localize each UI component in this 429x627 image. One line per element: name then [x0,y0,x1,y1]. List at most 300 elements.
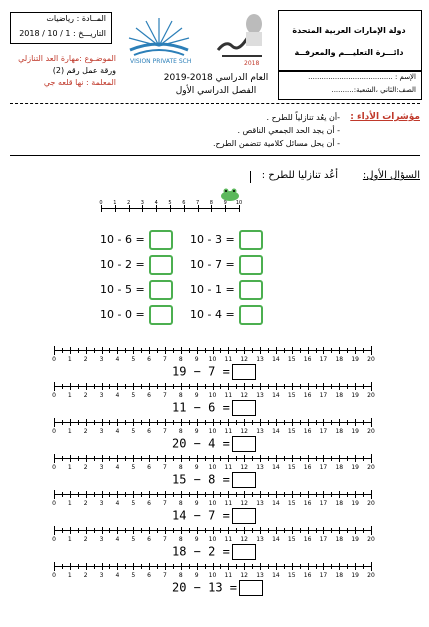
number-line-minor-tick [331,348,332,353]
number-line-minor-tick [347,492,348,497]
number-line-tick [165,527,166,534]
number-line-tick-label: 13 [256,500,264,507]
number-line-tick [197,419,198,426]
small-ruler-tick [211,205,212,212]
number-line-minor-tick [173,528,174,533]
equation-text: 18 − 2 = [172,544,230,559]
number-line-minor-tick [94,564,95,569]
number-line-tick-label: 1 [67,356,72,363]
number-line-tick [181,455,182,462]
school-year: العام الدراسي 2018-2019 [163,73,269,83]
number-line-tick-label: 10 [208,572,217,579]
number-line-tick [213,563,214,570]
number-line-tick [371,527,372,534]
number-line-tick-label: 4 [115,356,120,363]
number-line-minor-tick [268,384,269,389]
number-line-minor-tick [109,348,110,353]
number-line-minor-tick [109,492,110,497]
number-line-minor-tick [62,492,63,497]
number-line-minor-tick [300,492,301,497]
number-line-tick-label: 19 [351,356,359,363]
number-line-minor-tick [316,384,317,389]
small-ruler-tick-label: 1 [113,200,117,206]
number-line-tick [181,419,182,426]
number-line-minor-tick [189,528,190,533]
number-line-tick-label: 19 [351,500,359,507]
number-line-tick [149,419,150,426]
number-line-tick [323,563,324,570]
number-line-tick-label: 18 [335,464,344,471]
number-line-tick [133,491,134,498]
number-line-minor-tick [252,384,253,389]
number-line-minor-tick [363,564,364,569]
number-line-tick-label: 20 [367,356,375,363]
number-line-minor-tick [205,528,206,533]
number-line-minor-tick [141,348,142,353]
exercise-text: 10 - 6 = [100,233,145,246]
number-line-minor-tick [284,528,285,533]
number-line-tick-label: 2 [83,392,88,399]
number-line-minor-tick [157,384,158,389]
number-line-minor-tick [205,420,206,425]
small-ruler-tick [142,205,143,212]
number-line-minor-tick [173,492,174,497]
number-line-tick-label: 13 [256,572,264,579]
number-line-minor-tick [284,492,285,497]
number-line-1 [52,344,375,363]
vision-text: VISION PRIVATE SCH [130,58,192,65]
answer-box[interactable] [232,472,256,488]
number-line-minor-tick [78,348,79,353]
number-line-minor-tick [236,492,237,497]
small-ruler-tick-label: 5 [168,200,172,206]
small-ruler-tick [101,205,102,212]
number-line-tick-label: 9 [194,500,199,507]
number-line-tick-label: 4 [115,428,120,435]
number-line-tick-label: 3 [99,356,104,363]
number-line-tick [276,419,277,426]
number-line-tick [102,383,103,390]
number-line-minor-tick [268,348,269,353]
indicator-3: - أن يحل مسائل كلامية تتضمن الطرح. [212,139,340,148]
small-ruler-tick [239,205,240,212]
number-line-minor-tick [78,528,79,533]
number-line-minor-tick [252,492,253,497]
number-line-tick-label: 15 [287,392,296,399]
number-line-tick [244,527,245,534]
number-line-tick [355,527,356,534]
number-line-tick-label: 18 [335,392,344,399]
number-line-tick-label: 17 [319,572,328,579]
exercise-left-3 [100,280,173,300]
number-line-tick [181,347,182,354]
number-line-tick [276,383,277,390]
equation-text: 14 − 7 = [172,508,230,523]
number-line-tick [244,419,245,426]
number-line-tick [308,563,309,570]
number-line-tick [197,563,198,570]
number-line-tick [102,455,103,462]
number-line-tick [292,563,293,570]
number-line-tick-label: 9 [194,428,199,435]
indicator-1: -أن يعُد تنازلياً للطرح . [266,113,340,122]
answer-box[interactable] [232,436,256,452]
number-line-tick [197,527,198,534]
number-line-tick [54,527,55,534]
number-line-tick [244,383,245,390]
exercise-text: 10 - 3 = [190,233,235,246]
number-line-tick-label: 13 [256,536,264,543]
number-line-minor-tick [300,384,301,389]
indicators-title: مؤشرات الأداء : [350,112,420,122]
number-line-tick-label: 6 [147,428,152,435]
number-line-tick-label: 12 [240,536,249,543]
number-line-minor-tick [205,456,206,461]
number-line-minor-tick [347,384,348,389]
small-ruler-tick [198,205,199,212]
number-line-minor-tick [125,528,126,533]
number-line-tick [276,455,277,462]
number-line-tick-label: 8 [178,572,183,579]
number-line-minor-tick [268,564,269,569]
small-ruler-tick-label: 8 [209,200,213,206]
number-line-tick-label: 19 [351,464,359,471]
number-line-tick [323,455,324,462]
term: الفصل الدراسي الأول [175,86,257,96]
number-line-tick-label: 17 [319,356,328,363]
answer-box[interactable] [149,255,173,275]
number-line-4 [52,452,375,471]
number-line-tick-label: 1 [67,500,72,507]
answer-box[interactable] [232,508,256,524]
number-line-tick-label: 5 [131,356,136,363]
number-line-tick-label: 12 [240,572,249,579]
number-line-tick [117,563,118,570]
small-ruler-tick-label: 10 [235,200,243,206]
number-line-minor-tick [236,384,237,389]
number-line-minor-tick [363,456,364,461]
number-line-minor-tick [236,420,237,425]
number-line-tick [276,563,277,570]
number-line-tick [133,563,134,570]
number-line-tick-label: 3 [99,392,104,399]
number-line-equation-2 [172,400,256,416]
number-line-tick-label: 4 [115,464,120,471]
number-line-minor-tick [220,384,221,389]
number-line-equation-4 [172,472,256,488]
number-line-minor-tick [189,564,190,569]
number-line-tick [228,527,229,534]
number-line-tick [213,383,214,390]
number-line-minor-tick [125,564,126,569]
number-line-tick-label: 18 [335,536,344,543]
number-line-tick-label: 3 [99,500,104,507]
answer-box[interactable] [232,400,256,416]
number-line-tick-label: 5 [131,392,136,399]
number-line-tick [260,527,261,534]
small-ruler-tick [184,205,185,212]
number-line-minor-tick [94,384,95,389]
number-line-minor-tick [220,420,221,425]
number-line-tick-label: 0 [52,464,56,471]
number-line-minor-tick [173,384,174,389]
number-line-tick-label: 7 [163,464,167,471]
answer-box[interactable] [239,255,263,275]
number-line-tick [308,455,309,462]
answer-box[interactable] [149,230,173,250]
exercise-text: 10 - 0 = [100,308,145,321]
student-name-field[interactable]: الإسم : ...................................... [308,73,416,81]
answer-box[interactable] [239,580,263,596]
number-line-tick [308,491,309,498]
gov-line-1: دولة الإمارات العربية المتحدة [292,26,406,35]
number-line-minor-tick [62,420,63,425]
number-line-minor-tick [331,528,332,533]
number-line-tick-label: 6 [147,356,152,363]
number-line-tick-label: 1 [67,392,72,399]
exercise-text: 10 - 5 = [100,283,145,296]
number-line-tick [355,347,356,354]
number-line-minor-tick [157,492,158,497]
number-line-tick-label: 19 [351,536,359,543]
number-line-tick-label: 4 [115,500,120,507]
small-ruler-tick-label: 7 [196,200,200,206]
number-line-minor-tick [189,420,190,425]
number-line-tick-label: 4 [115,536,120,543]
number-line-tick [292,455,293,462]
number-line-tick [133,419,134,426]
number-line-tick [165,347,166,354]
number-line-tick [149,491,150,498]
number-line-tick-label: 16 [303,428,312,435]
number-line-7 [52,560,375,579]
year-mark: 2018 [244,60,260,67]
number-line-tick [260,383,261,390]
zayed-emblem [212,10,272,66]
exercise-right-2 [190,255,263,275]
number-line-tick [228,455,229,462]
answer-box[interactable] [239,280,263,300]
number-line-minor-tick [94,348,95,353]
number-line-minor-tick [205,384,206,389]
number-line-minor-tick [78,456,79,461]
number-line-tick [117,491,118,498]
small-ruler-tick [129,205,130,212]
number-line-tick-label: 16 [303,572,312,579]
answer-box[interactable] [239,230,263,250]
topic-label: الموضـوع :مهارة العد التنازلي [18,54,116,63]
number-line-tick [355,419,356,426]
number-line-tick [276,491,277,498]
number-line-tick [260,491,261,498]
number-line-minor-tick [62,456,63,461]
number-line-minor-tick [78,564,79,569]
number-line-tick-label: 16 [303,500,312,507]
number-line-tick [213,347,214,354]
number-line-tick-label: 6 [147,392,152,399]
number-line-tick-label: 20 [367,464,375,471]
number-line-tick [323,491,324,498]
number-line-tick [213,491,214,498]
question-cursor [250,171,251,183]
number-line-tick [102,347,103,354]
number-line-tick-label: 13 [256,392,264,399]
number-line-tick [102,527,103,534]
number-line-tick [70,419,71,426]
number-line-tick [228,383,229,390]
number-line-minor-tick [331,564,332,569]
number-line-tick [133,455,134,462]
number-line-minor-tick [284,456,285,461]
number-line-tick [86,491,87,498]
equation-text: 11 − 6 = [172,400,230,415]
date-label: التاريـــخ : 1 / 10 / 2018 [19,29,106,38]
number-line-tick-label: 0 [52,356,56,363]
number-line-minor-tick [189,348,190,353]
number-line-tick [102,419,103,426]
number-line-tick [260,563,261,570]
answer-box[interactable] [149,305,173,325]
number-line-tick-label: 17 [319,392,328,399]
exercise-text: 10 - 1 = [190,283,235,296]
number-line-tick-label: 10 [208,428,217,435]
number-line-tick-label: 2 [83,428,88,435]
number-line-tick-label: 18 [335,500,344,507]
number-line-tick [117,455,118,462]
number-line-tick-label: 13 [256,464,264,471]
number-line-minor-tick [220,348,221,353]
number-line-tick-label: 3 [99,572,104,579]
number-line-tick [117,383,118,390]
number-line-minor-tick [236,528,237,533]
number-line-tick [339,527,340,534]
number-line-minor-tick [220,528,221,533]
number-line-tick [102,563,103,570]
number-line-tick-label: 6 [147,464,152,471]
number-line-minor-tick [220,492,221,497]
number-line-tick-label: 8 [178,356,183,363]
number-line-tick-label: 5 [131,428,136,435]
number-line-tick [117,347,118,354]
number-line-tick-label: 13 [256,356,264,363]
number-line-tick-label: 8 [178,392,183,399]
number-line-minor-tick [252,420,253,425]
number-line-minor-tick [236,456,237,461]
number-line-tick [54,563,55,570]
number-line-minor-tick [62,564,63,569]
equation-text: 15 − 8 = [172,472,230,487]
number-line-minor-tick [316,348,317,353]
number-line-tick [371,455,372,462]
number-line-tick-label: 15 [287,428,296,435]
number-line-equation-5 [172,508,256,524]
number-line-minor-tick [252,348,253,353]
number-line-tick-label: 5 [131,572,136,579]
number-line-minor-tick [94,492,95,497]
number-line-tick [181,527,182,534]
number-line-minor-tick [141,456,142,461]
number-line-tick-label: 12 [240,428,249,435]
number-line-minor-tick [347,528,348,533]
number-line-minor-tick [157,564,158,569]
number-line-minor-tick [173,348,174,353]
number-line-tick [86,419,87,426]
number-line-minor-tick [157,348,158,353]
number-line-tick-label: 1 [67,464,72,471]
number-line-tick-label: 6 [147,536,152,543]
number-line-tick-label: 17 [319,464,328,471]
exercise-right-4 [190,305,263,325]
number-line-minor-tick [173,564,174,569]
exercise-right-1 [190,230,263,250]
number-line-minor-tick [125,492,126,497]
number-line-minor-tick [284,420,285,425]
number-line-tick-label: 11 [224,500,233,507]
number-line-tick [292,383,293,390]
number-line-minor-tick [284,384,285,389]
number-line-tick [292,347,293,354]
number-line-minor-tick [252,564,253,569]
number-line-minor-tick [78,420,79,425]
number-line-3 [52,416,375,435]
number-line-minor-tick [252,528,253,533]
gov-line-2: دائـــرة التعليـــم والمعرفــة [294,48,404,57]
number-line-tick-label: 7 [163,500,167,507]
number-line-minor-tick [109,564,110,569]
number-line-minor-tick [205,492,206,497]
number-line-tick [70,455,71,462]
number-line-tick-label: 11 [224,572,233,579]
header-separator [10,103,420,104]
number-line-tick [339,419,340,426]
number-line-minor-tick [94,528,95,533]
exercise-text: 10 - 2 = [100,258,145,271]
number-line-tick [339,491,340,498]
number-line-tick-label: 3 [99,536,104,543]
number-line-tick-label: 7 [163,536,167,543]
number-line-minor-tick [94,456,95,461]
number-line-tick [165,563,166,570]
number-line-tick-label: 14 [272,392,280,399]
number-line-minor-tick [125,456,126,461]
number-line-tick [165,491,166,498]
number-line-tick [54,383,55,390]
number-line-minor-tick [268,420,269,425]
number-line-tick [276,347,277,354]
equation-text: 19 − 7 = [172,364,230,379]
answer-box[interactable] [232,544,256,560]
number-line-minor-tick [347,564,348,569]
class-field[interactable]: الصف:الثاني ،الشعبة:.......... [331,86,416,94]
number-line-tick [165,455,166,462]
answer-box[interactable] [232,364,256,380]
number-line-minor-tick [78,492,79,497]
number-line-tick [339,455,340,462]
number-line-minor-tick [363,384,364,389]
number-line-tick-label: 9 [194,392,199,399]
answer-box[interactable] [239,305,263,325]
number-line-tick-label: 20 [367,572,375,579]
number-line-tick-label: 4 [115,392,120,399]
number-line-minor-tick [363,420,364,425]
number-line-5 [52,488,375,507]
number-line-minor-tick [268,528,269,533]
answer-box[interactable] [149,280,173,300]
number-line-tick-label: 8 [178,500,183,507]
number-line-tick [339,347,340,354]
number-line-tick-label: 15 [287,500,296,507]
number-line-minor-tick [205,564,206,569]
